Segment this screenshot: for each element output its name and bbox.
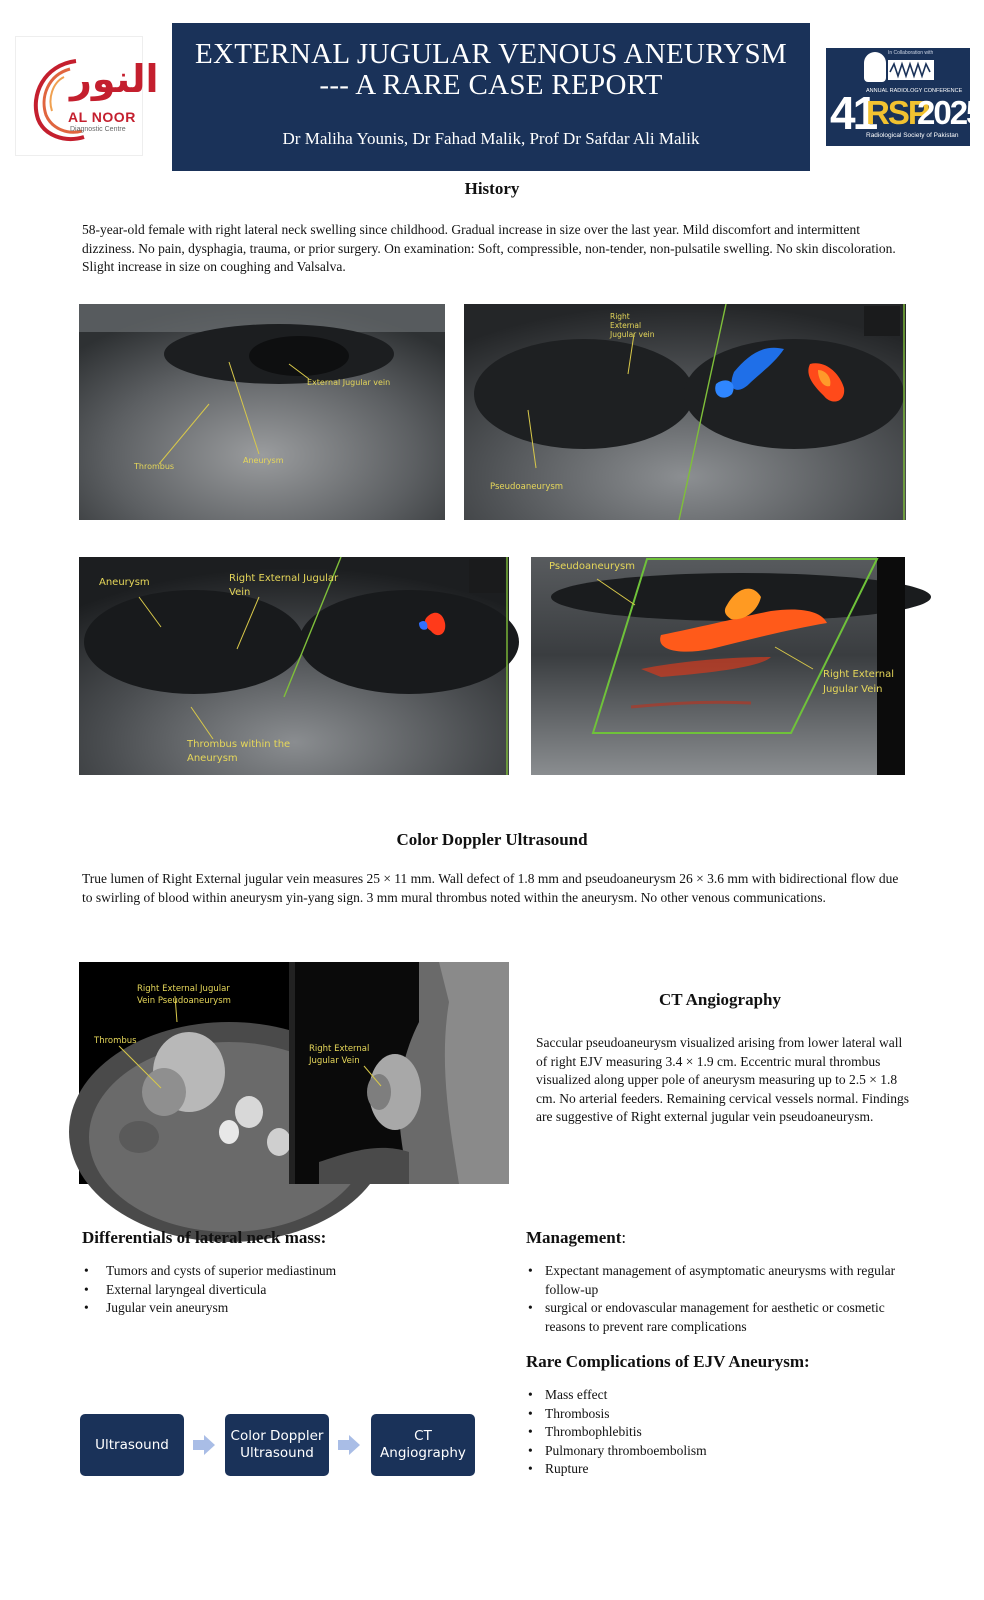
aneurysm-label: Aneurysm — [243, 456, 284, 465]
doppler-text: True lumen of Right External jugular vein measures 25 × 11 mm. Wall defect of 1.8 mm and pseudoaneurysm 26 × 3.6 mm with bidirectional flow due to swirling of blood within aneurysm yin-yang sign. 3 mm mural thrombus noted within the aneurysm. No other venous communications. — [82, 871, 899, 905]
rsp-text: RSP — [866, 94, 928, 131]
flow-step-label-line1: CT — [414, 1428, 432, 1444]
logo-brand: AL NOOR — [68, 109, 136, 125]
list-item: • Pulmonary thromboembolism — [526, 1442, 906, 1461]
doppler-heading: Color Doppler Ultrasound — [396, 830, 588, 849]
collab-text: In Collaboration with — [888, 50, 934, 56]
al-noor-logo — [15, 36, 159, 156]
pseudoaneurysm-label: Pseudoaneurysm — [490, 482, 564, 492]
management-colon: : — [621, 1228, 627, 1247]
list-item: • Jugular vein aneurysm — [82, 1299, 502, 1318]
history-heading: History — [464, 179, 520, 198]
list-item: • Thrombophlebitis — [526, 1423, 906, 1442]
thrombus-label-line1: Thrombus within the — [187, 739, 291, 750]
management-title: Management — [526, 1228, 622, 1247]
management-list — [526, 1262, 906, 1336]
arrow-right-icon — [338, 1434, 360, 1456]
logo-subtitle: Diagnostic Centre — [70, 126, 126, 133]
ct-right-label-line2: Jugular Vein — [309, 1056, 360, 1066]
emblem-icon — [864, 52, 886, 82]
differentials-heading: Differentials of lateral neck mass: — [82, 1228, 327, 1247]
ct-images — [79, 962, 509, 1184]
list-item: • Tumors and cysts of superior mediastinum — [82, 1262, 502, 1281]
ct-left-label-line1: Right External Jugular — [137, 984, 230, 994]
conference-year: 2025 — [917, 94, 983, 131]
pseudoaneurysm-label: Pseudoaneurysm — [549, 561, 635, 572]
society-name: Radiological Society of Pakistan — [866, 132, 959, 139]
arrow-right-icon — [193, 1434, 215, 1456]
conference-number: 41 — [830, 87, 876, 139]
thrombus-label: Thrombus — [134, 462, 175, 471]
ct-text: Saccular pseudoaneurysm visualized arising from lower lateral wall of right EJV measuring 3.4 × 1.9 cm. Eccentric mural thrombus visualized along upper pole of aneurysm measuring up to 2.5 × 1.8 cm. No arterial feeders. Remaining cervical vessels normal. Findings are suggestive of Right external jugular vein pseudoaneurysm. — [536, 1035, 910, 1124]
poster-authors: Dr Maliha Younis, Dr Fahad Malik, Prof Dr Safdar Ali Malik — [282, 129, 700, 148]
ultrasound-image-2 — [464, 304, 906, 520]
flow-step-label-line2: Angiography — [380, 1445, 466, 1461]
ultrasound-image-1 — [79, 304, 445, 520]
flow-step-ultrasound — [80, 1414, 184, 1476]
differentials-list — [82, 1262, 502, 1318]
wave-icon — [888, 60, 934, 80]
rejv-label-line1: Right External Jugular — [229, 573, 339, 584]
list-item: • Rupture — [526, 1460, 906, 1479]
management-heading — [526, 1228, 626, 1248]
ultrasound-image-4 — [531, 557, 905, 775]
rejv-label-line2: Jugular Vein — [823, 684, 883, 695]
list-item: • Mass effect — [526, 1386, 906, 1405]
complications-list — [526, 1386, 906, 1479]
rejv-label: Right External Jugular vein — [610, 312, 655, 339]
ct-thrombus-label: Thrombus — [94, 1036, 137, 1046]
flow-step-color-doppler — [225, 1414, 329, 1476]
ct-left-label-line2: Vein Pseudoaneurysm — [137, 996, 231, 1006]
flow-step-label-line1: Color Doppler — [230, 1428, 324, 1444]
list-item: • External laryngeal diverticula — [82, 1281, 502, 1300]
poster-title: EXTERNAL JUGULAR VENOUS ANEURYSM --- A RARE CASE REPORT — [194, 38, 788, 101]
aneurysm-label: Aneurysm — [99, 577, 150, 588]
rejv-label-line2: Vein — [229, 587, 251, 598]
ejv-label: External Jugular vein — [307, 378, 391, 387]
rejv-label-line1: Right External — [823, 669, 895, 680]
flow-step-label: Ultrasound — [95, 1436, 169, 1453]
flow-step-label-line2: Ultrasound — [240, 1445, 314, 1461]
list-item: • Expectant management of asymptomatic aneurysms with regular follow-up — [526, 1262, 906, 1299]
ct-heading: CT Angiography — [658, 990, 782, 1009]
complications-heading: Rare Complications of EJV Aneurysm: — [526, 1352, 810, 1371]
title-banner — [172, 23, 810, 171]
rsp-conference-logo — [826, 48, 983, 146]
conference-label: ANNUAL RADIOLOGY CONFERENCE — [866, 88, 963, 94]
ct-right-label-line1: Right External — [309, 1044, 370, 1054]
list-item: • surgical or endovascular management for aesthetic or cosmetic reasons to prevent rare complications — [526, 1299, 906, 1336]
history-text: 58-year-old female with right lateral neck swelling since childhood. Gradual increase in size over the last year. Mild discomfort and intermittent dizziness. No pain, dysphagia, trauma, or prior surgery. On examination: Soft, compressible, non-tender, non-pulsatile swelling. No skin discoloration. Slight increase in size on coughing and Valsalva. — [82, 222, 896, 274]
list-item: • Thrombosis — [526, 1405, 906, 1424]
thrombus-label-line2: Aneurysm — [187, 753, 238, 764]
ultrasound-image-3 — [79, 557, 509, 775]
flow-step-ct-angiography — [371, 1414, 475, 1476]
logo-arabic-text: النور — [70, 57, 159, 101]
